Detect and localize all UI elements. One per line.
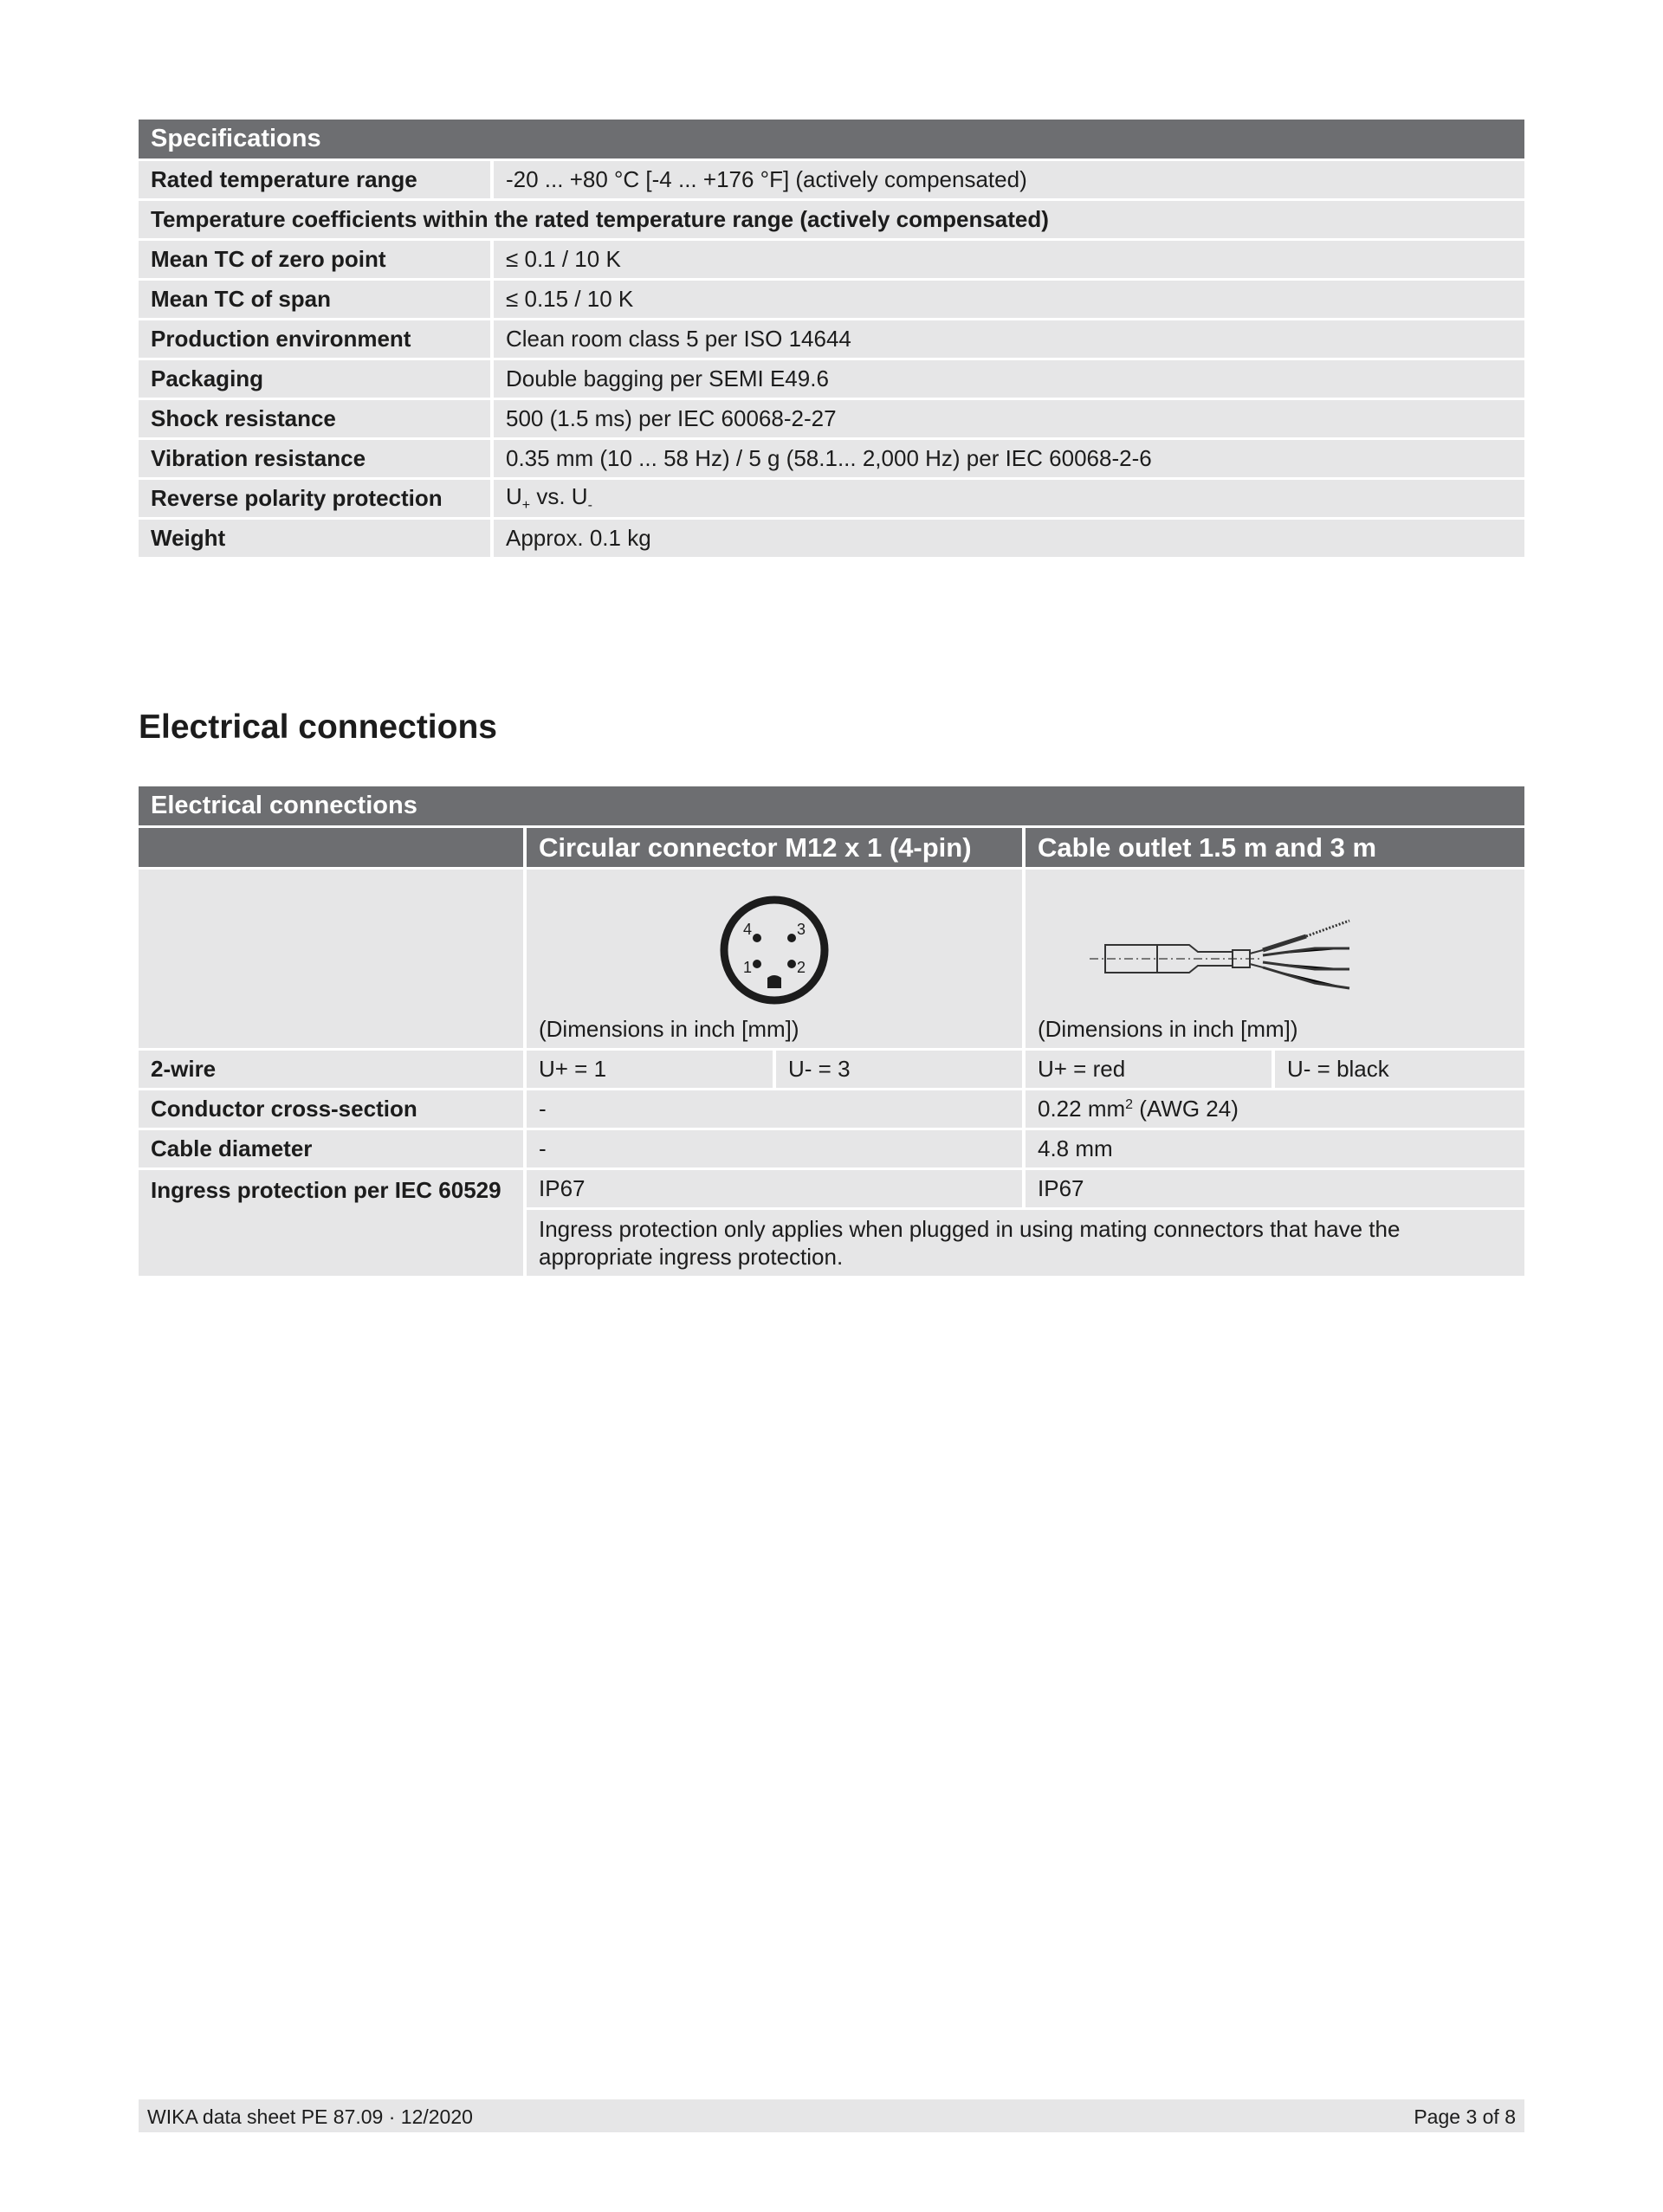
- circular-connector-diagram-cell: [527, 870, 1026, 1048]
- plus-subscript: +: [521, 498, 531, 513]
- row-value: [494, 480, 1524, 517]
- u-symbol: U: [506, 483, 522, 509]
- ingress-note: Ingress protection only applies when plugged in using mating connectors that have the appropriate ingress protection.: [527, 1210, 1524, 1276]
- cable-outlet-header: Cable outlet 1.5 m and 3 m: [1026, 828, 1524, 867]
- circular-dimensions-note: (Dimensions in inch [mm]): [539, 1016, 799, 1042]
- row-label: 2-wire: [139, 1051, 527, 1088]
- cable-value: 4.8 mm: [1026, 1130, 1524, 1167]
- cable-u-minus: U- = black: [1275, 1051, 1524, 1088]
- minus-subscript: -: [587, 498, 592, 513]
- electrical-connections-table: [139, 784, 1524, 1278]
- specifications-table: [139, 117, 1524, 559]
- specifications-header-row: [139, 120, 1524, 158]
- row-label: Production environment: [139, 320, 494, 358]
- cable-outlet-diagram-cell: [1026, 870, 1524, 1048]
- temperature-coefficients-heading: Temperature coefficients within the rated temperature range (actively compensated): [139, 201, 1524, 238]
- row-label: Ingress protection per IEC 60529: [139, 1170, 527, 1276]
- row-label: Mean TC of span: [139, 281, 494, 318]
- table-row: [139, 241, 1524, 278]
- cable-value: IP67: [1026, 1170, 1524, 1207]
- cross-section-value: 0.22 mm: [1038, 1096, 1126, 1122]
- table-row: [139, 440, 1524, 477]
- squared-superscript: 2: [1125, 1097, 1134, 1112]
- circular-connector-header: Circular connector M12 x 1 (4-pin): [527, 828, 1026, 867]
- row-label: Weight: [139, 520, 494, 557]
- row-value: ≤ 0.1 / 10 K: [494, 241, 1524, 278]
- connections-header-row: [139, 786, 1524, 825]
- table-row: [139, 480, 1524, 517]
- page-footer: [139, 2099, 1524, 2132]
- column-header-row: [139, 828, 1524, 867]
- table-row: [139, 520, 1524, 557]
- cable-outlet-icon: [1090, 886, 1384, 1007]
- row-label: Cable diameter: [139, 1130, 527, 1167]
- row-value: -20 ... +80 °C [-4 ... +176 °F] (actively compensated): [494, 161, 1524, 198]
- pin-label: 3: [797, 921, 806, 938]
- row-value: 0.35 mm (10 ... 58 Hz) / 5 g (58.1... 2,000 Hz) per IEC 60068-2-6: [494, 440, 1524, 477]
- row-value: Clean room class 5 per ISO 14644: [494, 320, 1524, 358]
- circular-u-plus: U+ = 1: [527, 1051, 776, 1088]
- table-row: [139, 1051, 1524, 1088]
- table-row: [139, 1090, 1524, 1128]
- connector-diagram-wrap: [539, 886, 1010, 1016]
- cable-diagram-wrap: [1038, 886, 1512, 1016]
- connections-header: Electrical connections: [139, 786, 1524, 825]
- circular-value: -: [527, 1130, 1026, 1167]
- circular-u-minus: U- = 3: [776, 1051, 1026, 1088]
- row-value: Double bagging per SEMI E49.6: [494, 360, 1524, 398]
- row-label: Conductor cross-section: [139, 1090, 527, 1128]
- row-value: ≤ 0.15 / 10 K: [494, 281, 1524, 318]
- table-row: [139, 400, 1524, 437]
- table-row: [139, 161, 1524, 198]
- row-label: Vibration resistance: [139, 440, 494, 477]
- pin-label: 4: [743, 921, 753, 938]
- cable-u-plus: U+ = red: [1026, 1051, 1275, 1088]
- awg-value: (AWG 24): [1133, 1096, 1239, 1122]
- table-row: [139, 360, 1524, 398]
- m12-connector-pinout-icon: [714, 886, 835, 1007]
- footer-document-id: WIKA data sheet PE 87.09 · 12/2020: [147, 2105, 473, 2128]
- empty-diagram-label: [139, 870, 527, 1048]
- cable-dimensions-note: (Dimensions in inch [mm]): [1038, 1016, 1298, 1042]
- specifications-header: Specifications: [139, 120, 1524, 158]
- row-label: Rated temperature range: [139, 161, 494, 198]
- row-label: Reverse polarity protection: [139, 480, 494, 517]
- vs-text: vs. U: [530, 483, 588, 509]
- pin-label: 2: [797, 959, 806, 976]
- row-value: 500 (1.5 ms) per IEC 60068-2-27: [494, 400, 1524, 437]
- row-value: Approx. 0.1 kg: [494, 520, 1524, 557]
- table-row: [139, 281, 1524, 318]
- footer-page-number: Page 3 of 8: [1414, 2105, 1516, 2128]
- table-row: [139, 1130, 1524, 1167]
- diagram-row: [139, 870, 1524, 1048]
- section-heading: Electrical connections: [139, 708, 497, 746]
- empty-column-header: [139, 828, 527, 867]
- row-label: Shock resistance: [139, 400, 494, 437]
- row-label: Packaging: [139, 360, 494, 398]
- table-row: [139, 1170, 1524, 1207]
- table-row: [139, 201, 1524, 238]
- row-label: Mean TC of zero point: [139, 241, 494, 278]
- circular-value: IP67: [527, 1170, 1026, 1207]
- pin-label: 1: [743, 959, 753, 976]
- circular-value: -: [527, 1090, 1026, 1128]
- table-row: [139, 320, 1524, 358]
- cable-value: [1026, 1090, 1524, 1128]
